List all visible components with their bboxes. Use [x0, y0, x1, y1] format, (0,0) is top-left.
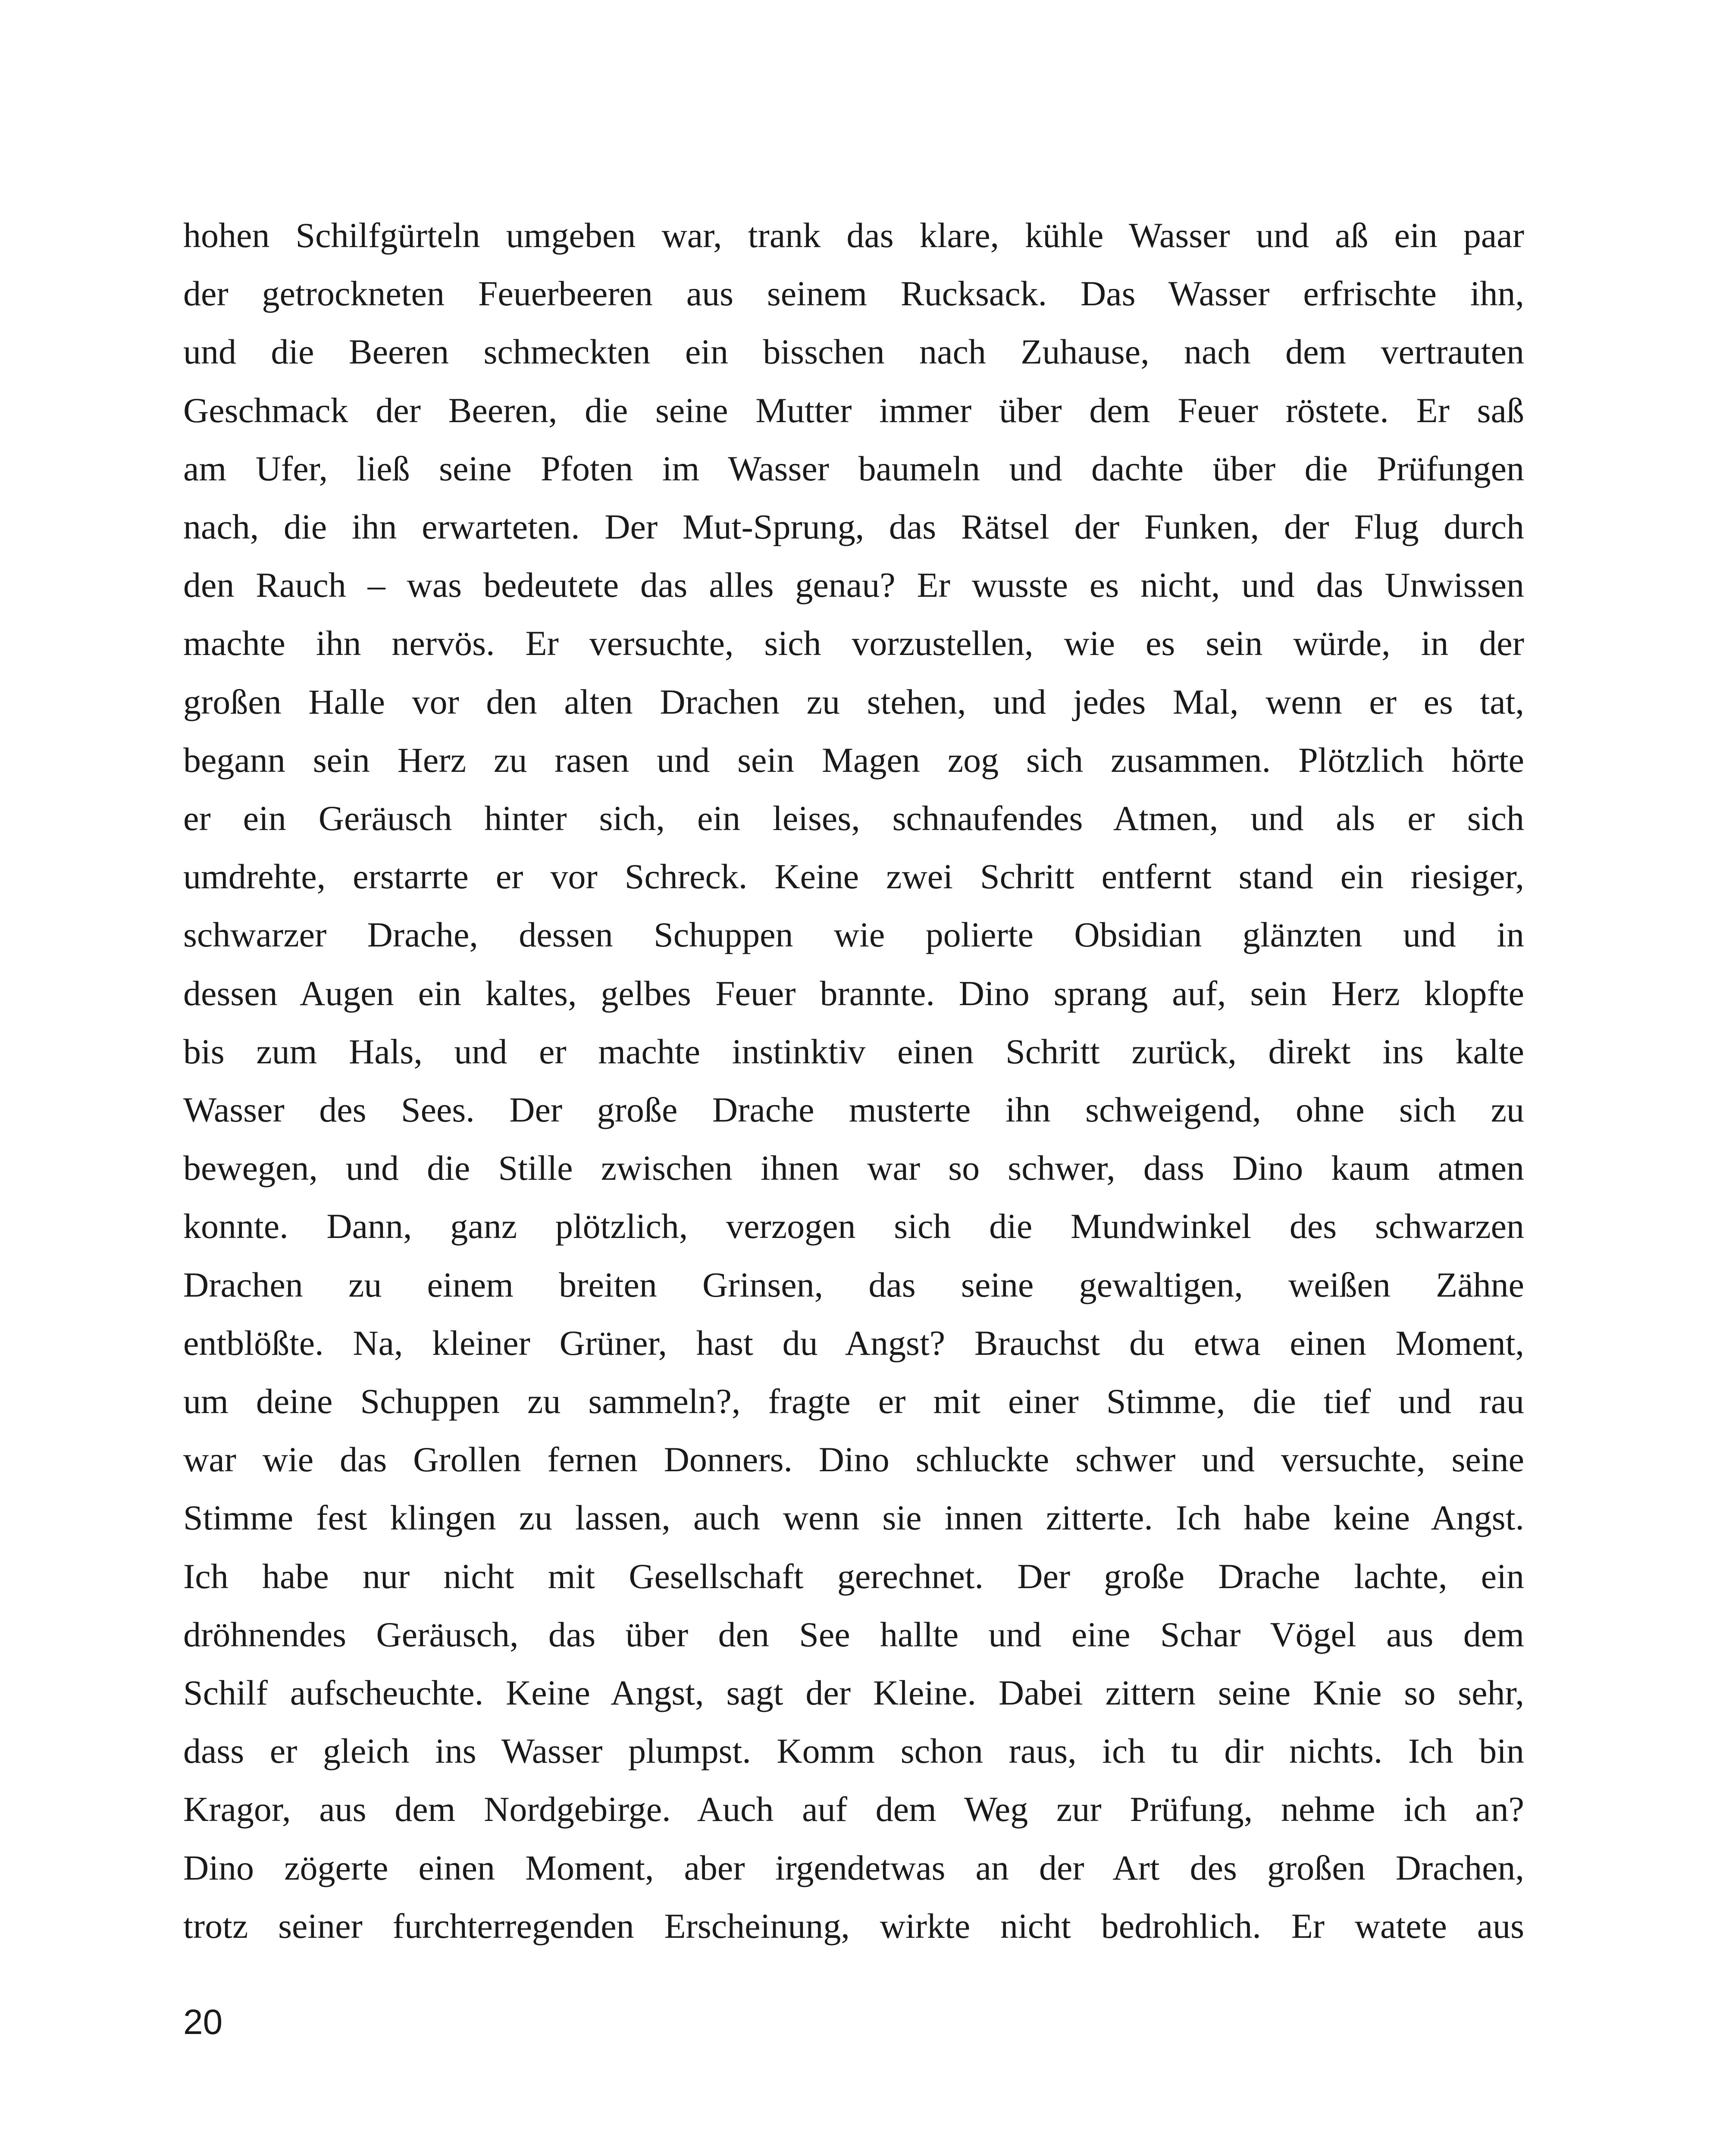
- page-number: 20: [183, 2002, 223, 2042]
- text-line: umdrehte, erstarrte er vor Schreck. Keine zwei Schritt entfernt stand ein riesiger,: [183, 857, 1524, 896]
- text-line: und die Beeren schmeckten ein bisschen nach Zuhause, nach dem vertrauten: [183, 332, 1524, 372]
- text-line: Ich habe nur nicht mit Gesellschaft gerechnet. Der große Drache lachte, ein: [183, 1556, 1524, 1596]
- text-line: großen Halle vor den alten Drachen zu stehen, und jedes Mal, wenn er es tat,: [183, 682, 1524, 721]
- text-line: nach, die ihn erwarteten. Der Mut-Sprung, das Rätsel der Funken, der Flug durch: [183, 507, 1524, 547]
- text-line: Wasser des Sees. Der große Drache musterte ihn schweigend, ohne sich zu: [183, 1090, 1524, 1130]
- text-line: am Ufer, ließ seine Pfoten im Wasser baumeln und dachte über die Prüfungen: [183, 448, 1524, 488]
- text-line: um deine Schuppen zu sammeln?, fragte er mit einer Stimme, die tief und rau: [183, 1382, 1524, 1421]
- text-line: entblößte. Na, kleiner Grüner, hast du Angst? Brauchst du etwa einen Moment,: [183, 1323, 1524, 1363]
- text-line: schwarzer Drache, dessen Schuppen wie polierte Obsidian glänzten und in: [183, 915, 1524, 955]
- text-line: Drachen zu einem breiten Grinsen, das seine gewaltigen, weißen Zähne: [183, 1265, 1524, 1304]
- text-line: Schilf aufscheuchte. Keine Angst, sagt der Kleine. Dabei zittern seine Knie so sehr,: [183, 1673, 1524, 1713]
- text-line: hohen Schilfgürteln umgeben war, trank das klare, kühle Wasser und aß ein paar: [183, 216, 1524, 255]
- text-line: machte ihn nervös. Er versuchte, sich vorzustellen, wie es sein würde, in der: [183, 624, 1524, 663]
- text-line: Dino zögerte einen Moment, aber irgendetwas an der Art des großen Drachen,: [183, 1848, 1524, 1887]
- text-line: konnte. Dann, ganz plötzlich, verzogen sich die Mundwinkel des schwarzen: [183, 1206, 1524, 1246]
- text-line: Geschmack der Beeren, die seine Mutter immer über dem Feuer röstete. Er saß: [183, 390, 1524, 430]
- body-text: [183, 206, 1524, 1955]
- text-line: dass er gleich ins Wasser plumpst. Komm schon raus, ich tu dir nichts. Ich bin: [183, 1731, 1524, 1771]
- text-line: dröhnendes Geräusch, das über den See hallte und eine Schar Vögel aus dem: [183, 1614, 1524, 1654]
- text-line: dessen Augen ein kaltes, gelbes Feuer brannte. Dino sprang auf, sein Herz klopfte: [183, 973, 1524, 1013]
- text-line: er ein Geräusch hinter sich, ein leises, schnaufendes Atmen, und als er sich: [183, 799, 1524, 838]
- text-line: den Rauch – was bedeutete das alles genau? Er wusste es nicht, und das Unwissen: [183, 565, 1524, 605]
- text-line: bis zum Hals, und er machte instinktiv einen Schritt zurück, direkt ins kalte: [183, 1031, 1524, 1071]
- text-line: der getrockneten Feuerbeeren aus seinem Rucksack. Das Wasser erfrischte ihn,: [183, 274, 1524, 313]
- text-line: war wie das Grollen fernen Donners. Dino schluckte schwer und versuchte, seine: [183, 1440, 1524, 1479]
- text-line: bewegen, und die Stille zwischen ihnen war so schwer, dass Dino kaum atmen: [183, 1148, 1524, 1188]
- text-line: Stimme fest klingen zu lassen, auch wenn sie innen zitterte. Ich habe keine Angst.: [183, 1498, 1524, 1538]
- text-line: Kragor, aus dem Nordgebirge. Auch auf dem Weg zur Prüfung, nehme ich an?: [183, 1789, 1524, 1829]
- text-line: trotz seiner furchterregenden Erscheinung, wirkte nicht bedrohlich. Er watete aus: [183, 1906, 1524, 1946]
- text-line: begann sein Herz zu rasen und sein Magen zog sich zusammen. Plötzlich hörte: [183, 740, 1524, 780]
